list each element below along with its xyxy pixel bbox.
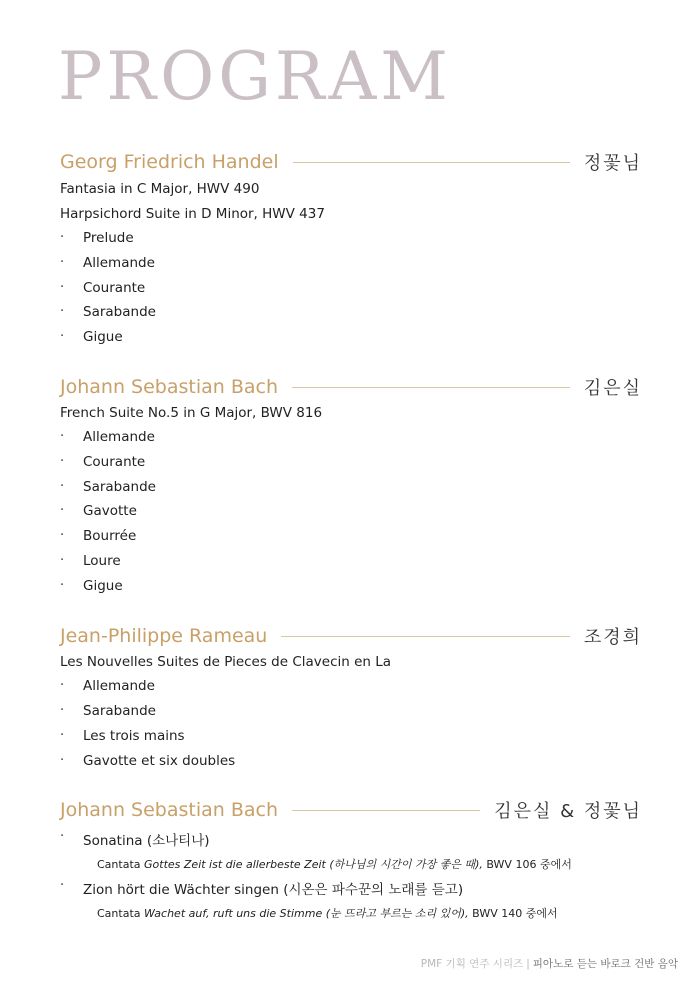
- performer-name: 조경희: [583, 627, 642, 648]
- movement-label: Gigue: [83, 578, 123, 594]
- bullet: ·: [60, 304, 65, 319]
- composer-name: Johann Sebastian Bach: [60, 376, 279, 398]
- movement-label: Allemande: [83, 255, 155, 271]
- movement-label: Sonatina (소나티나): [83, 833, 210, 849]
- movement-label: Allemande: [83, 429, 155, 445]
- movement-label: Prelude: [83, 230, 134, 246]
- bullet: ·: [60, 578, 65, 593]
- section-header-handel: [60, 148, 642, 176]
- note-prefix: Cantata: [97, 907, 141, 920]
- bullet: ·: [60, 454, 65, 469]
- composer-name: Jean-Philippe Rameau: [60, 625, 268, 647]
- work-title: Les Nouvelles Suites de Pieces de Clavecin en La: [60, 654, 392, 670]
- movement-label: Zion hört die Wächter singen (시온은 파수꾼의 노래를 듣고): [83, 882, 464, 898]
- page-footer: [421, 956, 678, 971]
- bullet: ·: [60, 528, 65, 543]
- footer-separator: |: [526, 958, 530, 970]
- section-header-bach: [60, 373, 642, 401]
- movement-label: Gavotte: [83, 503, 137, 519]
- bullet: ·: [60, 429, 65, 444]
- performer-name: 정꽃님: [583, 153, 642, 174]
- divider-rule: [292, 387, 570, 388]
- movement-label: Sarabande: [83, 479, 156, 495]
- movement-label: Loure: [83, 553, 121, 569]
- bullet: ·: [60, 280, 65, 295]
- note-italic: Gottes Zeit ist die allerbeste Zeit (하나님의 시간이 가장 좋은 때),: [144, 858, 483, 871]
- composer-name: Johann Sebastian Bach: [60, 799, 279, 821]
- bullet: ·: [60, 703, 65, 718]
- performer-name: 김은실 & 정꽃님: [494, 801, 642, 822]
- bullet: ·: [60, 503, 65, 518]
- bullet: ·: [60, 329, 65, 344]
- footer-series: PMF 기획 연주 시리즈: [420, 958, 524, 970]
- note-italic: Wachet auf, ruft uns die Stimme (눈 뜨라고 부르는 소리 있어),: [144, 907, 469, 920]
- bullet: ·: [60, 255, 65, 270]
- movement-label: Allemande: [83, 678, 155, 694]
- footer-concert-title: 피아노로 듣는 바로크 건반 음악: [532, 958, 678, 970]
- bullet: ·: [60, 728, 65, 743]
- bullet: ·: [60, 479, 65, 494]
- bullet: ·: [60, 753, 65, 768]
- movement-label: Gavotte et six doubles: [83, 753, 236, 769]
- movement-label: Gigue: [83, 329, 123, 345]
- bullet: ·: [60, 230, 65, 245]
- note-suffix: BWV 106 중에서: [486, 858, 572, 871]
- divider-rule: [281, 636, 569, 637]
- movement-label: Sarabande: [83, 304, 156, 320]
- note-prefix: Cantata: [97, 858, 141, 871]
- work-title: Harpsichord Suite in D Minor, HWV 437: [60, 206, 325, 222]
- cantata-note: [97, 905, 558, 921]
- bullet: ·: [60, 678, 65, 693]
- note-suffix: BWV 140 중에서: [472, 907, 558, 920]
- divider-rule: [293, 162, 570, 163]
- composer-name: Georg Friedrich Handel: [60, 151, 279, 173]
- bullet: ·: [60, 553, 65, 568]
- work-title: Fantasia in C Major, HWV 490: [60, 181, 260, 197]
- bullet: ·: [60, 829, 65, 844]
- movement-label: Les trois mains: [83, 728, 185, 744]
- section-header-bach-duet: [60, 796, 642, 824]
- bullet: ·: [60, 878, 65, 893]
- movement-label: Sarabande: [83, 703, 156, 719]
- movement-label: Courante: [83, 454, 146, 470]
- page-title: PROGRAM: [58, 38, 452, 115]
- cantata-note: [97, 856, 572, 872]
- movement-label: Courante: [83, 280, 146, 296]
- movement-label: Bourrée: [83, 528, 137, 544]
- section-header-rameau: [60, 622, 642, 650]
- work-title: French Suite No.5 in G Major, BWV 816: [60, 405, 323, 421]
- divider-rule: [292, 810, 480, 811]
- performer-name: 김은실: [583, 378, 642, 399]
